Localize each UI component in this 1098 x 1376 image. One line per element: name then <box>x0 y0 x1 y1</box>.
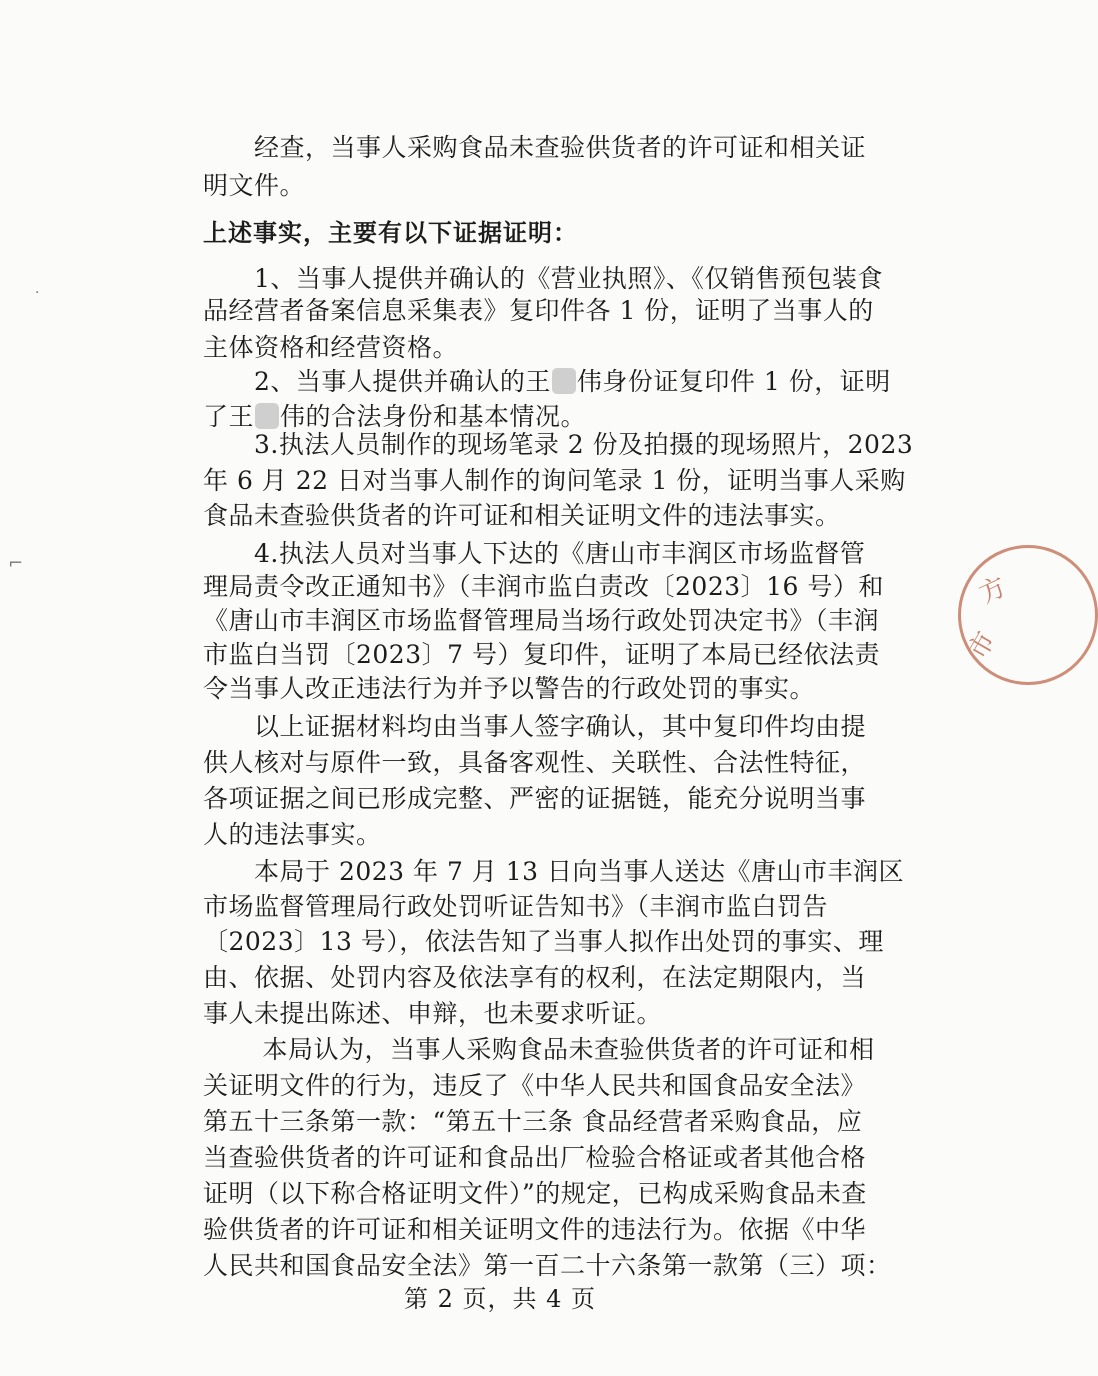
text-line: 1、当事人提供并确认的《营业执照》、《仅销售预包装食 <box>203 264 883 293</box>
scan-speck: · <box>35 285 40 301</box>
text-line: 3.执法人员制作的现场笔录 2 份及拍摄的现场照片，2023 <box>203 430 914 459</box>
text-line: 证明（以下称合格证明文件）”的规定，已构成采购食品未查 <box>203 1179 867 1208</box>
text-line: 由、依据、处罚内容及依法享有的权利，在法定期限内，当 <box>203 963 867 992</box>
text-line: 了王 伟的合法身份和基本情况。 <box>203 402 587 431</box>
text-line: 验供货者的许可证和相关证明文件的违法行为。依据《中华 <box>203 1215 867 1244</box>
seal-char: 方 <box>974 571 1012 610</box>
text-line: 4.执法人员对当事人下达的《唐山市丰润区市场监督管 <box>203 539 866 568</box>
text-line: 年 6 月 22 日对当事人制作的询问笔录 1 份，证明当事人采购 <box>203 466 906 495</box>
text-line: 本局于 2023 年 7 月 13 日向当事人送达《唐山市丰润区 <box>203 857 905 886</box>
text-line: 市场监督管理局行政处罚听证告知书》（丰润市监白罚告 <box>203 892 829 921</box>
scan-speck: ⌐ <box>8 553 24 574</box>
text-line: 市监白当罚〔2023〕7 号）复印件，证明了本局已经依法责 <box>203 640 880 669</box>
text-line: 本局认为，当事人采购食品未查验供货者的许可证和相 <box>203 1035 875 1064</box>
text-line: 事人未提出陈述、申辩，也未要求听证。 <box>203 999 663 1028</box>
text-line: 人的违法事实。 <box>203 820 382 849</box>
text-line: 品经营者备案信息采集表》复印件各 1 份，证明了当事人的 <box>203 296 874 325</box>
text-line: 各项证据之间已形成完整、严密的证据链，能充分说明当事 <box>203 784 867 813</box>
text-line: 2、当事人提供并确认的王 伟身份证复印件 1 份，证明 <box>203 367 891 396</box>
text-line: 《唐山市丰润区市场监督管理局当场行政处罚决定书》（丰润 <box>203 606 880 635</box>
redaction-mark <box>552 368 576 394</box>
page-number: 第 2 页，共 4 页 <box>403 1285 597 1313</box>
text-line: 令当事人改正违法行为并予以警告的行政处罚的事实。 <box>203 674 816 703</box>
text-line: 关证明文件的行为，违反了《中华人民共和国食品安全法》 <box>203 1071 867 1100</box>
text-line: 食品未查验供货者的许可证和相关证明文件的违法事实。 <box>203 501 841 530</box>
text-line: 经查，当事人采购食品未查验供货者的许可证和相关证 <box>203 133 867 162</box>
text-line: 理局责令改正通知书》（丰润市监白责改〔2023〕16 号）和 <box>203 572 884 601</box>
text-line: 明文件。 <box>203 171 306 200</box>
text-line: 人民共和国食品安全法》第一百二十六条第一款第（三）项： <box>203 1251 892 1280</box>
official-seal <box>958 545 1098 685</box>
text-line: 〔2023〕13 号），依法告知了当事人拟作出处罚的事实、理 <box>203 927 884 956</box>
text-line: 以上证据材料均由当事人签字确认，其中复印件均由提 <box>203 712 867 741</box>
text-line: 主体资格和经营资格。 <box>203 333 459 362</box>
section-heading: 上述事实，主要有以下证据证明： <box>203 219 578 247</box>
text-line: 第五十三条第一款：“第五十三条 食品经营者采购食品，应 <box>203 1107 863 1136</box>
seal-char: 市 <box>962 626 1002 665</box>
text-line: 供人核对与原件一致，具备客观性、关联性、合法性特征， <box>203 748 867 777</box>
text-line: 当查验供货者的许可证和食品出厂检验合格证或者其他合格 <box>203 1143 867 1172</box>
